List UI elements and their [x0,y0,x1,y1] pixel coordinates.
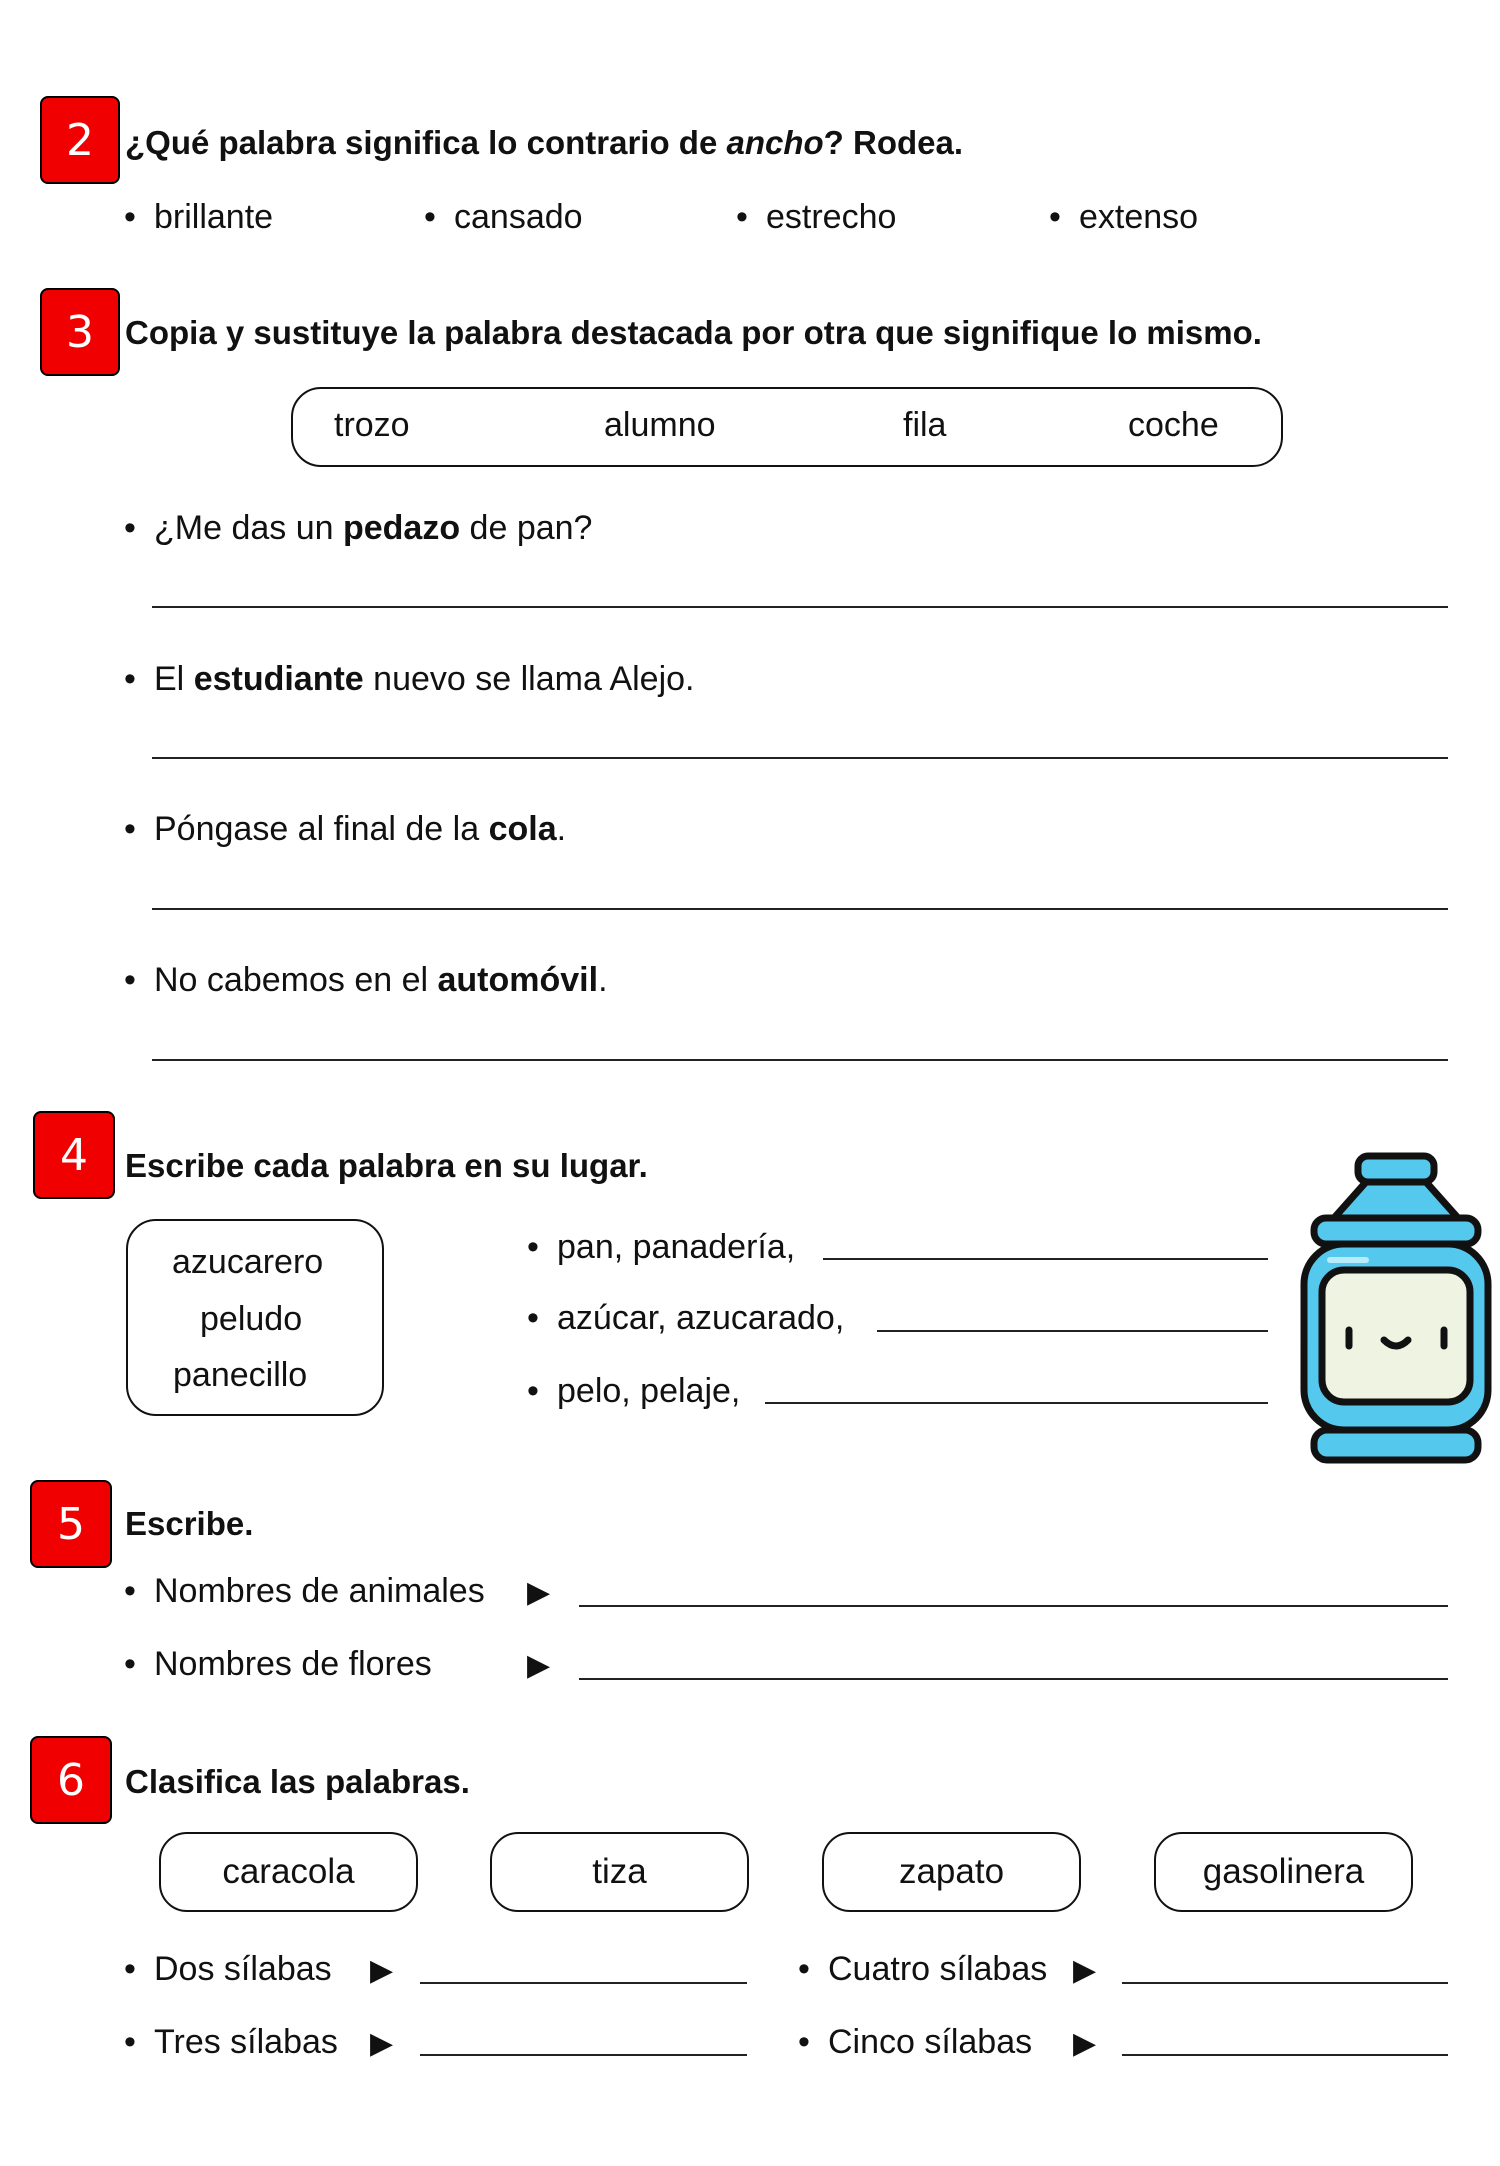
play-arrow-icon: ▶ [527,1576,551,1609]
word-chip-caracola[interactable]: caracola [159,1832,418,1912]
option-extenso[interactable]: • extenso [1049,198,1199,236]
word-bank-coche: coche [1128,406,1219,444]
sentence-2: • El estudiante nuevo se llama Alejo. [124,660,695,698]
question-number-5: 5 [30,1480,112,1568]
category-four-syllables: • Cuatro sílabas [798,1950,1048,1988]
question-number-3: 3 [40,288,120,376]
question-number-2: 2 [40,96,120,184]
family-line-1[interactable] [823,1258,1268,1260]
family-line-2[interactable] [877,1330,1268,1332]
category-line-four[interactable] [1122,1982,1448,1984]
sentence-3: • Póngase al final de la cola. [124,810,567,848]
word-bank-alumno: alumno [604,406,716,444]
category-line-three[interactable] [420,2054,747,2056]
question-3-title: Copia y sustituye la palabra destacada por otra que signifique lo mismo. [125,314,1262,351]
category-two-syllables: • Dos sílabas [124,1950,332,1988]
category-line-two[interactable] [420,1982,747,1984]
write-item-animals: • Nombres de animales [124,1572,485,1610]
question-2-title-pre: ¿Qué palabra significa lo contrario de [125,124,727,161]
question-number-4: 4 [33,1111,115,1199]
play-arrow-icon: ▶ [527,1649,551,1682]
option-estrecho[interactable]: • estrecho [736,198,897,236]
category-five-syllables: • Cinco sílabas [798,2023,1033,2061]
play-arrow-icon: ▶ [1073,2027,1097,2060]
question-6-title: Clasifica las palabras. [125,1763,470,1800]
question-2-title-post: ? Rodea. [823,124,964,161]
question-5-title: Escribe. [125,1505,254,1542]
word-chip-tiza[interactable]: tiza [490,1832,749,1912]
word-bank-trozo: trozo [334,406,410,444]
family-item-2: • azúcar, azucarado, [527,1299,845,1337]
category-three-syllables: • Tres sílabas [124,2023,338,2061]
question-number-6: 6 [30,1736,112,1824]
family-line-3[interactable] [765,1402,1268,1404]
play-arrow-icon: ▶ [370,1954,394,1987]
write-line-animals[interactable] [579,1605,1448,1607]
sentence-1: • ¿Me das un pedazo de pan? [124,509,593,547]
answer-line-1[interactable] [152,606,1448,608]
option-brillante[interactable]: • brillante [124,198,274,236]
question-2-title [125,124,963,162]
word-chip-zapato[interactable]: zapato [822,1832,1081,1912]
word-bank-fila: fila [903,406,947,444]
jar-face-icon [1296,1150,1496,1472]
question-2-title-emphasis: ancho [726,124,824,161]
sentence-4: • No cabemos en el automóvil. [124,961,608,999]
option-cansado[interactable]: • cansado [424,198,583,236]
word-azucarero: azucarero [172,1243,324,1281]
question-4-title: Escribe cada palabra en su lugar. [125,1147,648,1184]
answer-line-4[interactable] [152,1059,1448,1061]
category-line-five[interactable] [1122,2054,1448,2056]
word-panecillo: panecillo [173,1356,308,1394]
answer-line-3[interactable] [152,908,1448,910]
play-arrow-icon: ▶ [1073,1954,1097,1987]
family-item-1: • pan, panadería, [527,1228,796,1266]
word-peludo: peludo [200,1300,303,1338]
play-arrow-icon: ▶ [370,2027,394,2060]
word-chip-gasolinera[interactable]: gasolinera [1154,1832,1413,1912]
family-item-3: • pelo, pelaje, [527,1372,741,1410]
answer-line-2[interactable] [152,757,1448,759]
write-line-flowers[interactable] [579,1678,1448,1680]
write-item-flowers: • Nombres de flores [124,1645,432,1683]
